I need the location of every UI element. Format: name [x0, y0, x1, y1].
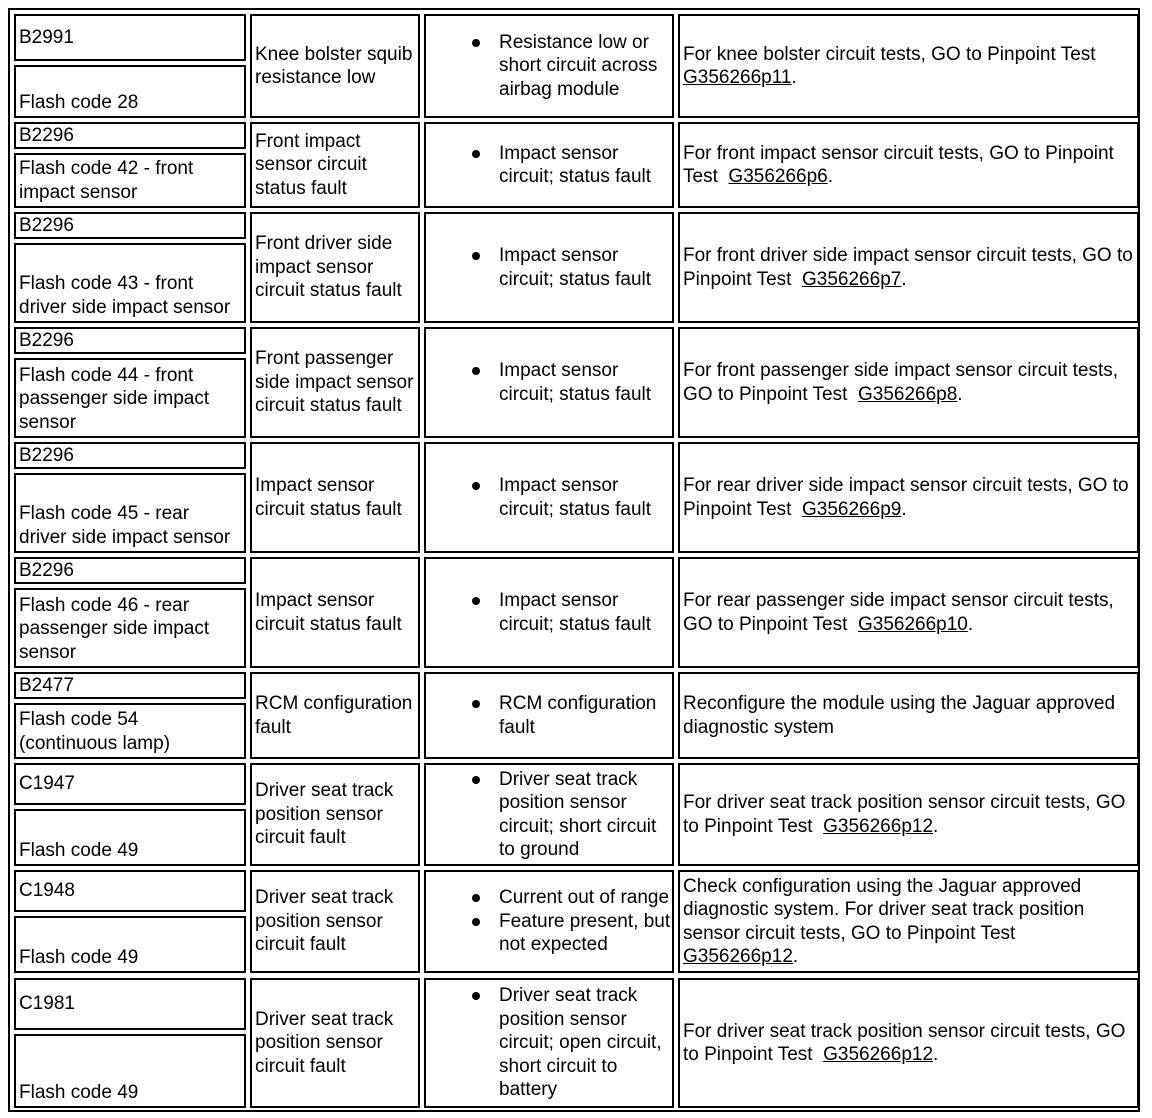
action-text: [683, 1020, 1134, 1067]
cause-item: Impact sensor circuit; status fault: [499, 474, 672, 521]
table-row: [14, 557, 1139, 668]
possible-causes: [424, 763, 674, 866]
action-cell: [678, 212, 1139, 323]
action-instruction: For rear passenger side impact sensor circuit tests, GO to Pinpoint Test: [683, 590, 1114, 635]
action-text: [683, 692, 1134, 739]
action-text: [683, 791, 1134, 838]
action-instruction: For knee bolster circuit tests, GO to Pinpoint Test: [683, 43, 1096, 65]
action-cell: [678, 122, 1139, 208]
action-text: [683, 244, 1134, 291]
flash-code: Flash code 46 - rear passenger side impact sensor: [14, 588, 246, 668]
action-text: [683, 474, 1134, 521]
pinpoint-test-link[interactable]: G356266p8: [857, 383, 958, 405]
flash-code: Flash code 54 (continuous lamp): [14, 703, 246, 759]
pinpoint-test-link[interactable]: G356266p10: [857, 613, 968, 635]
fault-description: Impact sensor circuit status fault: [250, 557, 420, 668]
dtc-code: C1948: [14, 870, 246, 912]
pinpoint-test-link[interactable]: G356266p7: [802, 268, 902, 290]
action-text: [683, 359, 1134, 406]
cause-item: Driver seat track position sensor circuit; short circuit to ground: [499, 768, 672, 862]
possible-causes: [424, 557, 674, 668]
table-row: [14, 327, 1139, 438]
action-suffix: .: [827, 166, 834, 187]
action-instruction: Check configuration using the Jaguar approved diagnostic system. For driver seat track position sensor circuit tests, GO to Pinpoint Test: [683, 875, 1085, 944]
fault-description: Front passenger side impact sensor circuit status fault: [250, 327, 420, 438]
dtc-code: B2991: [14, 14, 246, 61]
cause-list: [426, 984, 672, 1102]
pinpoint-test-link[interactable]: G356266p9: [802, 498, 902, 520]
possible-causes: [424, 672, 674, 759]
cause-item: Current out of range: [499, 886, 672, 910]
cause-list: [426, 142, 672, 189]
action-suffix: .: [901, 498, 907, 520]
pinpoint-test-link[interactable]: G356266p11: [683, 67, 792, 88]
dtc-code: B2296: [14, 212, 246, 239]
fault-description: Knee bolster squib resistance low: [250, 14, 420, 118]
cause-list: [426, 359, 672, 406]
flash-code: Flash code 49: [14, 916, 246, 973]
dtc-code: B2296: [14, 442, 246, 469]
action-text: [683, 589, 1134, 636]
flash-code: Flash code 43 - front driver side impact sensor: [14, 243, 246, 323]
dtc-code: C1981: [14, 978, 246, 1030]
fault-description: Driver seat track position sensor circuit fault: [250, 763, 420, 866]
flash-code: Flash code 44 - front passenger side impact sensor: [14, 358, 246, 438]
table-row: [14, 870, 1139, 973]
possible-causes: [424, 870, 674, 973]
cause-list: [426, 244, 672, 291]
table-row: [14, 442, 1139, 553]
action-suffix: .: [957, 383, 963, 405]
action-text: [683, 43, 1134, 90]
action-cell: [678, 442, 1139, 553]
cause-item: RCM configuration fault: [499, 692, 672, 739]
table-row: [14, 978, 1139, 1108]
fault-description: Driver seat track position sensor circuit fault: [250, 978, 420, 1108]
action-suffix: .: [967, 613, 974, 635]
possible-causes: [424, 14, 674, 118]
action-cell: [678, 672, 1139, 759]
cause-item: Impact sensor circuit; status fault: [499, 359, 672, 406]
fault-description: Impact sensor circuit status fault: [250, 442, 420, 553]
action-suffix: .: [933, 1044, 939, 1065]
action-suffix: .: [901, 268, 907, 290]
flash-code: Flash code 45 - rear driver side impact sensor: [14, 473, 246, 553]
fault-description: Driver seat track position sensor circuit fault: [250, 870, 420, 973]
cause-item: Resistance low or short circuit across airbag module: [499, 31, 672, 102]
flash-code: Flash code 28: [14, 65, 246, 118]
cause-list: [426, 768, 672, 862]
action-instruction: For front impact sensor circuit tests, GO to Pinpoint Test: [683, 142, 1114, 187]
flash-code: Flash code 49: [14, 809, 246, 866]
possible-causes: [424, 978, 674, 1108]
cause-item: Feature present, but not expected: [499, 910, 671, 956]
cause-item: Impact sensor circuit; status fault: [499, 589, 672, 636]
action-cell: [678, 870, 1139, 973]
table-row: [14, 763, 1139, 866]
dtc-table: [8, 8, 1140, 1112]
action-instruction: For driver seat track position sensor circuit tests, GO to Pinpoint Test: [683, 1020, 1126, 1065]
cause-list: [426, 31, 672, 102]
action-cell: [678, 978, 1139, 1108]
action-suffix: .: [792, 946, 799, 967]
possible-causes: [424, 122, 674, 208]
action-cell: [678, 763, 1139, 866]
action-cell: [678, 14, 1139, 118]
possible-causes: [424, 442, 674, 553]
action-suffix: .: [791, 67, 797, 88]
action-suffix: .: [933, 815, 939, 837]
dtc-code: B2296: [14, 122, 246, 149]
fault-description: Front driver side impact sensor circuit status fault: [250, 212, 420, 323]
dtc-code: C1947: [14, 763, 246, 805]
action-instruction: For front passenger side impact sensor circuit tests, GO to Pinpoint Test: [683, 360, 1119, 405]
cause-list: [426, 692, 672, 739]
flash-code: Flash code 49: [14, 1034, 246, 1108]
dtc-code: B2296: [14, 327, 246, 354]
action-instruction: For rear driver side impact sensor circuit tests, GO to Pinpoint Test: [683, 475, 1129, 520]
cause-list: [426, 589, 672, 636]
cause-list: [426, 474, 672, 521]
cause-item: Impact sensor circuit; status fault: [499, 142, 672, 189]
dtc-code: B2477: [14, 672, 246, 699]
action-instruction: Reconfigure the module using the Jaguar approved diagnostic system: [683, 693, 1116, 738]
cause-item: Impact sensor circuit; status fault: [499, 244, 672, 291]
dtc-code: B2296: [14, 557, 246, 584]
pinpoint-test-link[interactable]: G356266p12: [823, 815, 934, 837]
action-text: [683, 142, 1134, 189]
action-instruction: For front driver side impact sensor circuit tests, GO to Pinpoint Test: [683, 245, 1133, 290]
fault-description: Front impact sensor circuit status fault: [250, 122, 420, 208]
action-text: [683, 875, 1134, 969]
possible-causes: [424, 327, 674, 438]
action-cell: [678, 557, 1139, 668]
table-row: [14, 672, 1139, 759]
cause-list: [426, 886, 672, 957]
pinpoint-test-link[interactable]: G356266p12: [683, 946, 793, 967]
table-row: [14, 212, 1139, 323]
action-cell: [678, 327, 1139, 438]
pinpoint-test-link[interactable]: G356266p6: [728, 166, 828, 187]
table-row: [14, 122, 1139, 208]
table-row: [14, 14, 1139, 118]
cause-item: Driver seat track position sensor circuit; open circuit, short circuit to battery: [499, 984, 672, 1102]
pinpoint-test-link[interactable]: G356266p12: [823, 1044, 934, 1065]
possible-causes: [424, 212, 674, 323]
action-instruction: For driver seat track position sensor circuit tests, GO to Pinpoint Test: [683, 792, 1126, 837]
flash-code: Flash code 42 - front impact sensor: [14, 153, 246, 208]
fault-description: RCM configuration fault: [250, 672, 420, 759]
